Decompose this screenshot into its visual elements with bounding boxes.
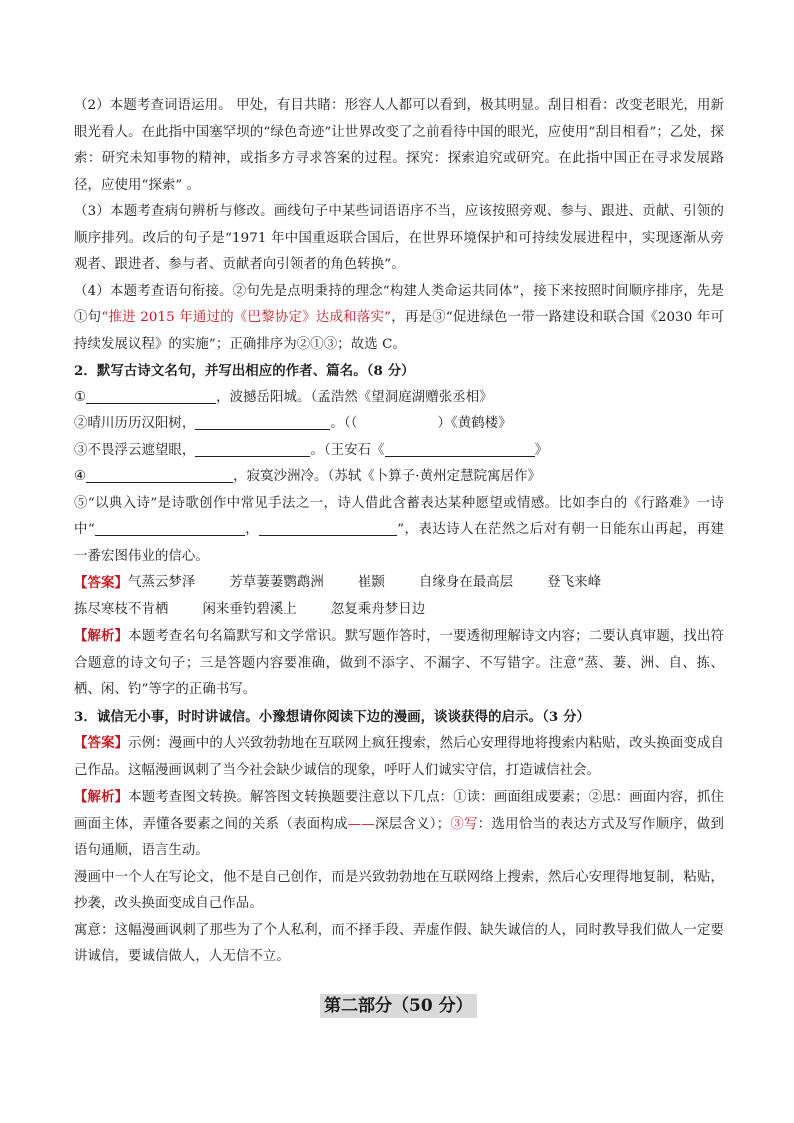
answer-blank[interactable]: [259, 519, 397, 536]
answer-item: 登飞来峰: [547, 575, 602, 590]
answer-tag: 【答案】: [74, 735, 129, 751]
answer-item: 闲来垂钓碧溪上: [202, 601, 297, 617]
answer-blank[interactable]: [86, 387, 216, 404]
analysis-dash: ——: [347, 816, 375, 832]
answer-tag: 【答案】: [74, 575, 128, 591]
q1-part4: [74, 279, 724, 359]
q2-line3: [74, 438, 724, 465]
q3-analysis: [74, 784, 724, 865]
q2-line4: [74, 464, 724, 491]
analysis-red-text: ③写: [450, 816, 478, 832]
answer-blank[interactable]: [86, 466, 233, 483]
answer-item: 芳草萋萋鹦鹉洲: [229, 575, 324, 590]
analysis-text: 本题考查图文转换。解答图文转换题要注意以下几点：①读：画面组成要素；②思：画面内容，抓住画面主体，弄懂各要素之间的关系（表面构成: [74, 790, 724, 832]
q2-l1-pre: ①: [74, 389, 87, 405]
q2-l5-sep: ，: [244, 522, 260, 537]
q2-l4-pre: ④: [74, 469, 87, 484]
title-blank[interactable]: [385, 440, 535, 457]
document-page: [74, 93, 724, 971]
q1-part4-text: （4）本题考查语句衔接。②句先是点明秉持的理念“构建人类命运共同体”，接下来按照时间顺序排序，先是①句: [74, 283, 724, 325]
answer-item: 拣尽寒枝不肯栖: [74, 601, 169, 617]
analysis-text-3: ：选用恰当的表达方式及写作顺序，做到语句通顺，语言生动。: [74, 816, 724, 858]
analysis-tag: 【解析】: [74, 628, 129, 644]
q3-meaning: 寓意：这幅漫画讽刺了那些为了个人私利，而不择手段、弄虚作假、缺失诚信的人，同时教导我们做人一定要讲诚信，要诚信做人，人无信不立。: [74, 922, 724, 964]
answer-item: 自缘身在最高层: [418, 575, 514, 590]
answer-blank[interactable]: [195, 440, 310, 457]
q3-title: 3．诚信无小事，时时讲诚信。小豫想请你阅读下边的漫画，谈谈获得的启示。（3 分）: [74, 708, 591, 725]
q2-l2-pre: ②晴川历历汉阳树，: [74, 416, 196, 431]
answer-item: 崔颢: [357, 575, 385, 590]
answer-text: 示例：漫画中的人兴致勃勃地在互联网上疯狂搜索，然后心安理得地将搜索内粘贴，改头换面变成自己作品。这幅漫画讽刺了当今社会缺少诚信的现象，呼吁人们诚实守信，打造诚信社会。: [74, 736, 724, 778]
analysis-text-2: 深层含义）；: [374, 816, 451, 832]
q2-l2-post: ）《黄鹤楼》: [437, 416, 512, 431]
analysis-text: 本题考查名句名篇默写和文学常识。默写题作答时，一要透彻理解诗文内容；二要认真审题，找出符合题意的诗文句子；三是答题内容要准确，做到不添字、不漏字、不写错字。注意“蒸、萋、洲、自、拣、栖、闲、钓”等字的正确书写。: [74, 629, 724, 697]
analysis-tag: 【解析】: [74, 789, 129, 805]
q2-l3-mid: 。（王安石《: [310, 442, 385, 458]
q2-l3-post: 》: [534, 442, 549, 458]
answer-item: 气蒸云梦泽: [127, 575, 196, 590]
q3-answer: [74, 730, 724, 784]
q2-analysis: [74, 623, 724, 704]
q2-l3-pre: ③不畏浮云遮望眼，: [74, 442, 196, 458]
q2-l2-mid: 。（（: [330, 416, 358, 431]
q2-line1: [74, 385, 724, 412]
answer-blank[interactable]: [95, 519, 245, 536]
answer-item: 忽复乘舟梦日边: [330, 601, 426, 617]
q2-line2: [74, 411, 724, 438]
q2-l4-post: ，寂寞沙洲冷。（苏轼《卜算子·黄州定慧院寓居作》: [233, 469, 542, 484]
section-title: 第二部分（50 分）: [320, 994, 477, 1018]
q3-comic-description: 漫画中一个人在写论文，他不是自己创作，而是兴致勃勃地在互联网络上搜索，然后心安理得地复制，粘贴，抄袭，改头换面变成自己作品。: [74, 869, 724, 911]
q1-part4-red-text: “推进 2015 年通过的《巴黎协定》达成和落实”: [101, 310, 392, 325]
q2-l5-tail: ”，表达诗人在茫然之后对有朝一日能东山再起，再建一番宏图伟业的信心。: [74, 522, 724, 564]
q2-l5-text: ⑤“以典入诗”是诗歌创作中常见手法之一，诗人借此含蓄表达某种愿望或情感。比如李白的《行路难》一诗中“: [74, 495, 724, 537]
q1-part4-tail: ，再是③“促进绿色一带一路建设和联合国《2030 年可持续发展议程》的实施”；正确排序为②①③；故选 C。: [74, 310, 725, 352]
q1-part3: （3）本题考查病句辨析与修改。画线句子中某些词语语序不当，应该按照旁观、参与、跟进、贡献、引领的顺序排列。改后的句子是“1971 年中国重返联合国后，在世界环境保护和可持续发展进程中，实现逐渐从旁观者、跟进者、参与者、贡献者向引领者的角色转换”。: [74, 204, 724, 272]
q2-l1-post: ，波撼岳阳城。（孟浩然《望洞庭湖赠张丞相》: [216, 389, 493, 405]
answer-blank[interactable]: [195, 413, 330, 430]
q2-answer: [74, 570, 724, 623]
q2-title: 2．默写古诗文名句，并写出相应的作者、篇名。（8 分）: [74, 363, 415, 379]
q1-part2: （2）本题考查词语运用。 甲处，有目共睹：形容人人都可以看到，极其明显。刮目相看：改变老眼光，用新眼光看人。在此指中国塞罕坝的“绿色奇迹”让世界改变了之前看待中国的眼光，应使用“刮目相看”；乙处，探索：研究未知事物的精神，或指多方寻求答案的过程。探究：探索追究或研究。在此指中国正在寻求发展路径，应使用“探索” 。: [74, 98, 724, 193]
q2-line5: [74, 491, 724, 571]
